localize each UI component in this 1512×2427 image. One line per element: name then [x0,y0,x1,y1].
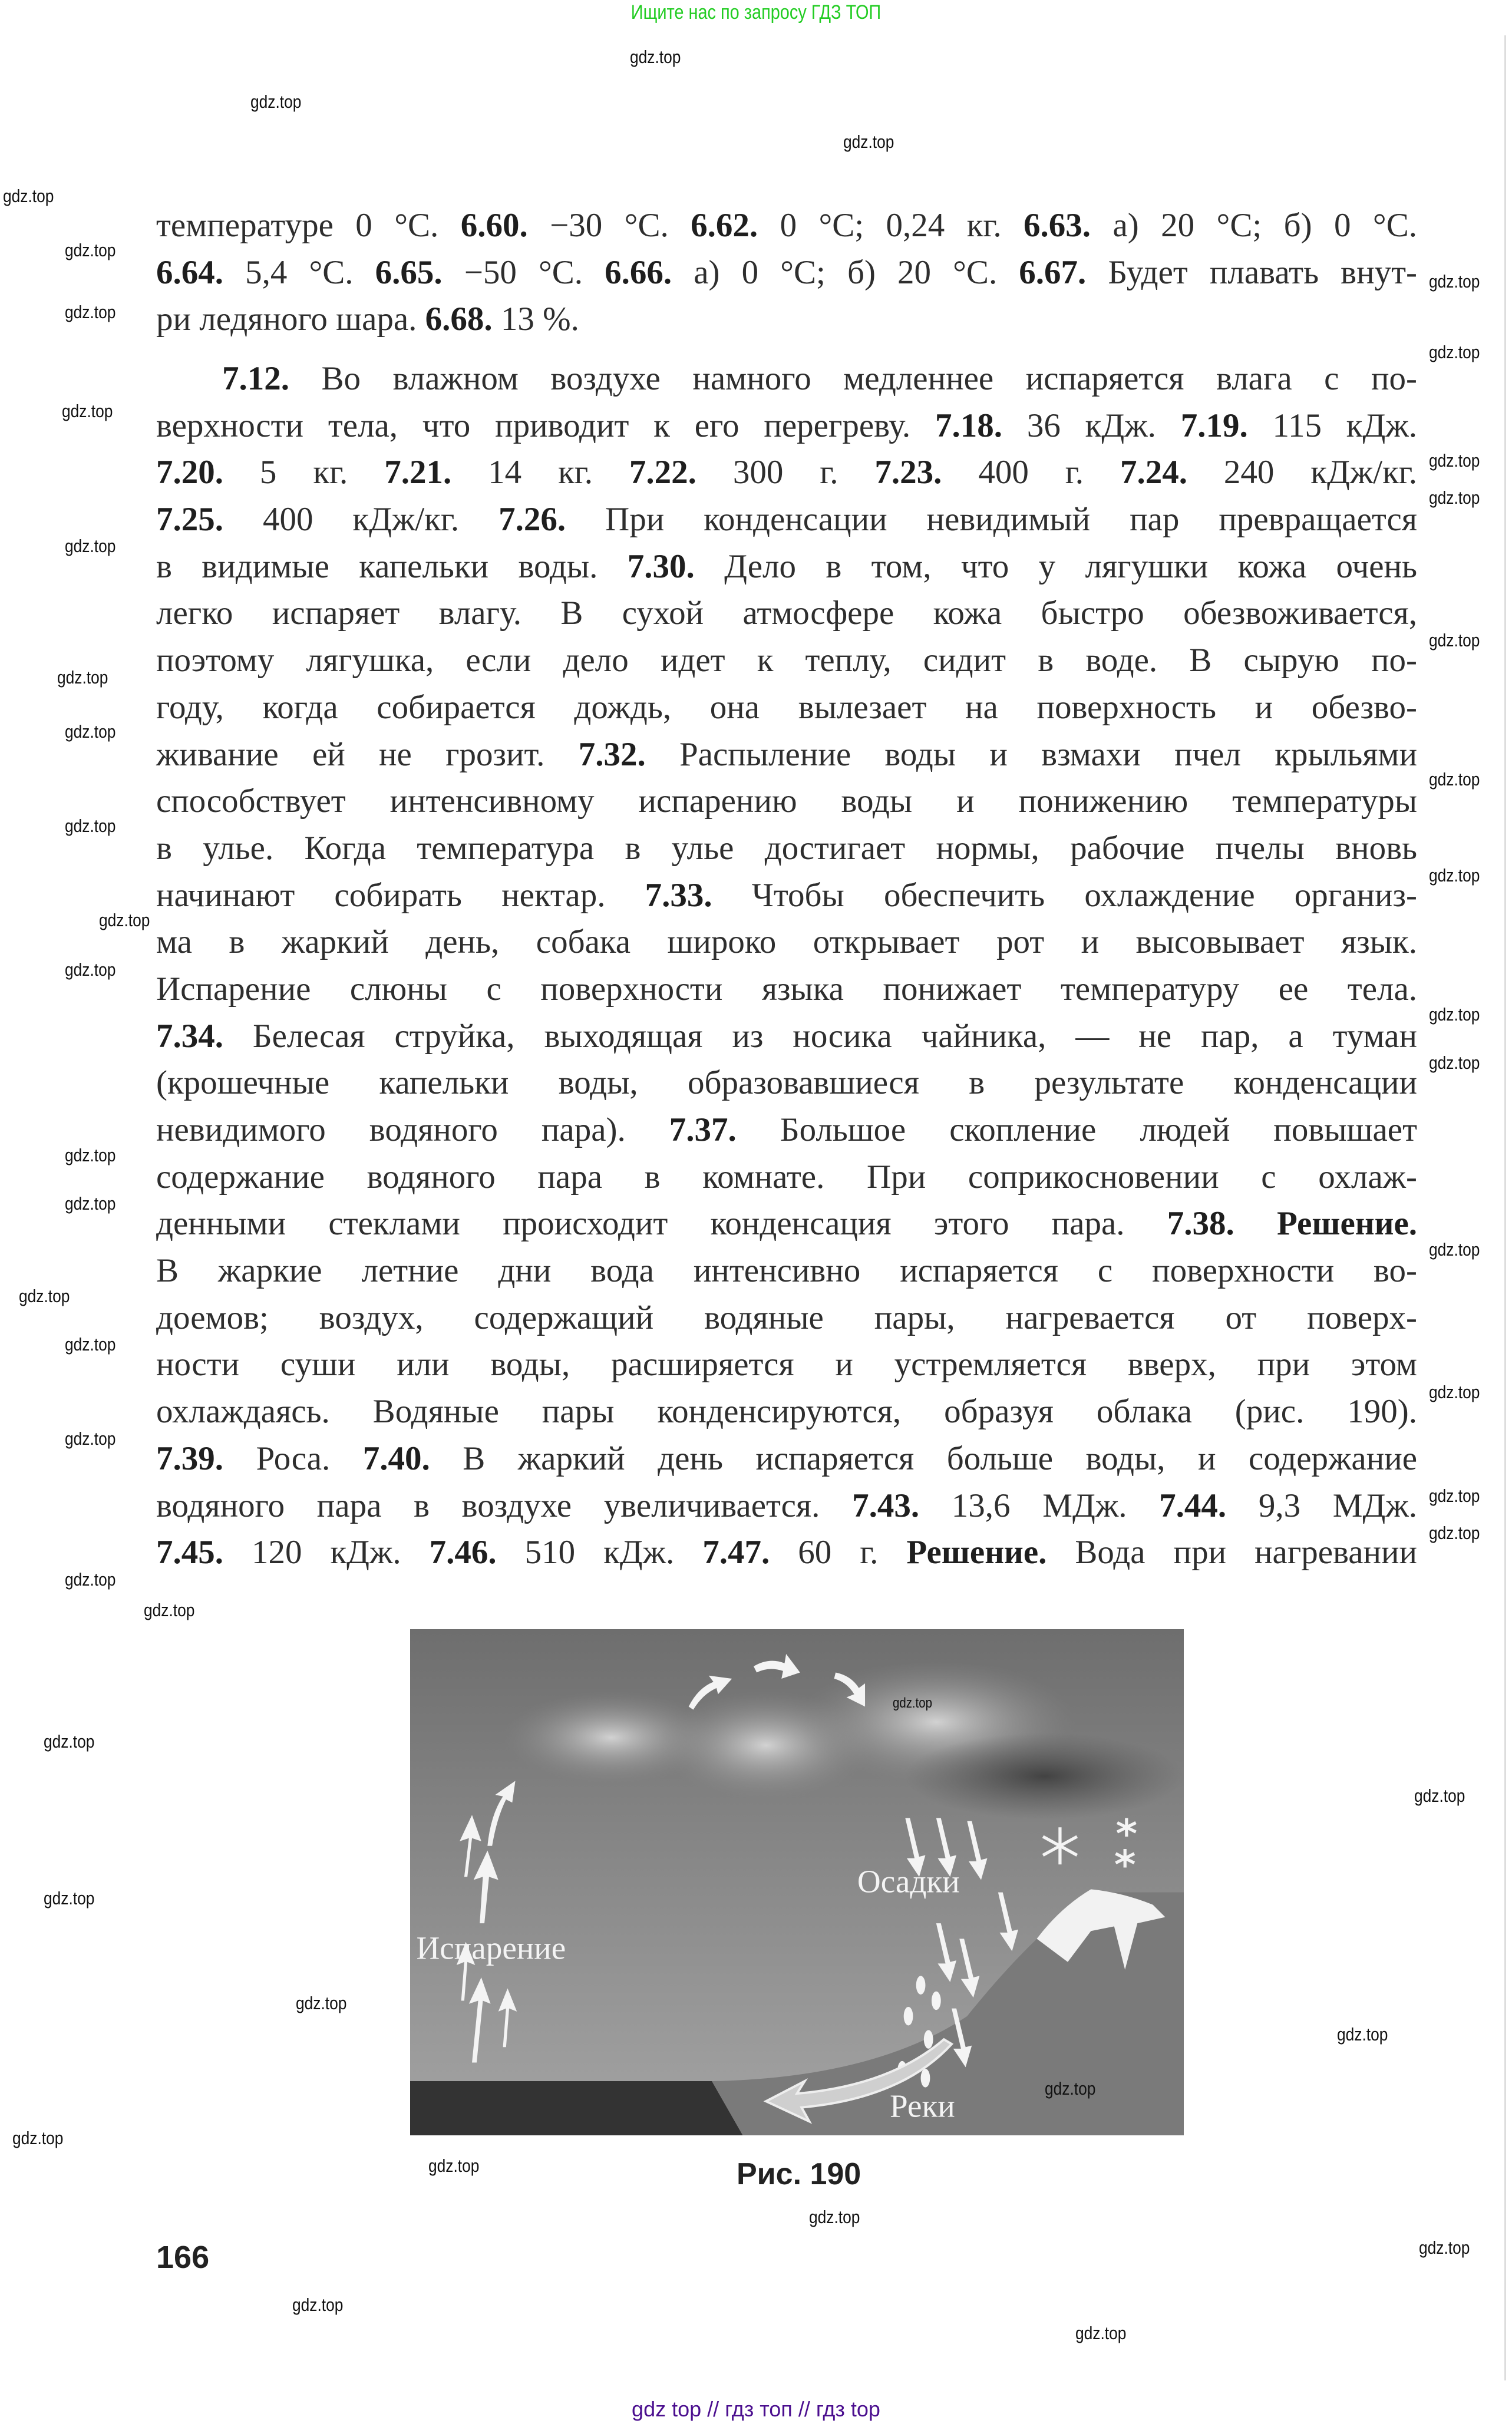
watermark: gdz.top [144,1600,195,1620]
answer-number: 7.46. [429,1534,497,1571]
text-line [156,1295,1417,1342]
watermark: gdz.top [44,1888,95,1908]
answer-text: 400 кДж/кг. [223,501,499,539]
answer-text: охлаждаясь. Водяные пары конденсируются, образуя облака (рис. 190). [156,1393,1417,1431]
answer-text: Белесая струйка, выходящая из носика чайника, — не пар, а туман [223,1017,1417,1055]
answer-number: 7.34. [156,1017,223,1055]
water-cycle-illustration [410,1629,1184,2135]
answer-number: 6.66. [605,253,672,291]
watermark: gdz.top [65,302,116,322]
text-line [156,1529,1417,1576]
answer-text: ности суши или воды, расширяется и устремляется вверх, при этом [156,1346,1417,1383]
answer-number: 7.25. [156,501,223,539]
text-line [156,684,1417,731]
text-line [156,496,1417,543]
answer-text: 14 кг. [451,454,629,491]
text-line [156,543,1417,590]
text-line [156,778,1417,825]
answer-number: 7.26. [499,501,566,539]
watermark: gdz.top [44,1731,95,1752]
footer-link[interactable]: gdz top [632,2397,702,2421]
answer-text: в улье. Когда температура в улье достигает нормы, рабочие пчелы вновь [156,829,1417,867]
answer-number: 7.45. [156,1534,223,1571]
answer-text: Распыление воды и взмахи пчел крыльями [645,735,1417,773]
text-line [156,1200,1417,1247]
watermark: gdz.top [1419,2237,1470,2258]
watermark: gdz.top [1429,1382,1480,1402]
watermark: gdz.top [809,2207,860,2227]
answer-text: Во влажном воздухе намного медленнее испаряется влага с по- [289,360,1417,397]
answer-text: Будет плавать внут- [1086,253,1417,291]
answer-number: 7.12. [222,360,289,397]
answer-number: 7.24. [1120,454,1187,491]
watermark: gdz.top [843,131,894,152]
answer-text: содержание водяного пара в комнате. При соприкосновении с охлаж- [156,1158,1417,1196]
text-line [156,1247,1417,1295]
text-line [156,1341,1417,1388]
text-line [156,966,1417,1013]
answer-text: водяного пара в воздухе увеличивается. [156,1487,853,1524]
answer-number: 7.19. [1180,407,1248,444]
answer-number: Решение. [906,1534,1047,1571]
answer-number: 7.33. [645,876,712,914]
answer-text: температуре 0 °С. [156,207,461,244]
text-line [156,402,1417,450]
answer-text: 5 кг. [223,454,385,491]
answer-text: (крошечные капельки воды, образовавшиеся в результате конденсации [156,1064,1417,1102]
rivers-label: Реки [890,2088,955,2124]
answer-text: доемов; воздух, содержащий водяные пары, нагревается от поверх- [156,1299,1417,1336]
watermark: gdz.top [65,1334,116,1355]
answer-number: 7.21. [384,454,452,491]
answer-text: −50 °С. [442,253,605,291]
text-line [156,637,1417,684]
watermark: gdz.top [65,815,116,836]
text-line [156,872,1417,919]
text-line [156,249,1417,296]
answer-text: 36 кДж. [1002,407,1181,444]
answer-text: 120 кДж. [223,1534,430,1571]
text-line [156,731,1417,778]
answer-text: а) 0 °С; б) 20 °С. [672,253,1019,291]
watermark: gdz.top [62,401,113,421]
text-line [156,296,1417,343]
answer-text: денными стеклами происходит конденсация этого пара. [156,1205,1167,1243]
page-number: 166 [156,2240,210,2275]
answer-number: 7.38. Решение. [1167,1205,1417,1243]
text-line [156,202,1417,249]
answers-paragraph-7 [156,355,1417,1576]
evaporation-label: Испарение [416,1930,566,1966]
answer-text: Большое скопление людей повышает [736,1111,1417,1148]
text-line [156,355,1417,402]
answer-text: Вода при нагревании [1046,1534,1417,1571]
watermark: gdz.top [1075,2323,1127,2343]
water-cycle-figure [410,1629,1184,2135]
text-line [156,919,1417,966]
precipitation-label: Осадки [857,1863,960,1900]
answer-number: 6.62. [691,207,758,244]
text-line [156,1482,1417,1530]
answer-text: 240 кДж/кг. [1187,454,1417,491]
text-line [156,825,1417,872]
answer-text: 115 кДж. [1247,407,1417,444]
answer-number: 7.37. [669,1111,737,1148]
answers-paragraph-6 [156,202,1417,343]
watermark: gdz.top [65,1145,116,1165]
answer-number: 7.30. [627,547,695,585]
footer-link[interactable]: гдз top [816,2397,880,2421]
watermark: gdz.top [1045,2078,1096,2099]
answer-text: ма в жаркий день, собака широко открывает рот и высовывает язык. [156,923,1417,961]
answer-number: 6.64. [156,253,223,291]
text-line [156,1388,1417,1435]
rain-cloud [905,1733,1184,1820]
text-line [156,1059,1417,1107]
watermark: gdz.top [1429,1052,1480,1073]
answer-number: 7.40. [362,1439,430,1477]
answer-number: 6.65. [375,253,443,291]
text-line [156,1435,1417,1482]
watermark: gdz.top [1429,342,1480,362]
watermark: gdz.top [893,1695,932,1711]
watermark: gdz.top [1429,1004,1480,1025]
answer-text: способствует интенсивному испарению воды и понижению температуры [156,782,1417,820]
answer-text: легко испаряет влагу. В сухой атмосфере кожа быстро обезвоживается, [156,595,1417,632]
answer-text: Испарение слюны с поверхности языка понижает температуру ее тела. [156,970,1417,1008]
answer-number: 6.63. [1024,207,1091,244]
answer-text: а) 20 °С; б) 0 °С. [1091,207,1417,244]
answer-text: 13,6 МДж. [919,1487,1160,1524]
answer-text: 60 г. [770,1534,907,1571]
watermark: gdz.top [1429,1523,1480,1543]
answer-text: 13 %. [492,301,579,338]
watermark: gdz.top [65,721,116,742]
answer-text: При конденсации невидимый пар превращается [566,501,1418,539]
answer-text: 5,4 °С. [223,253,375,291]
watermark: gdz.top [292,2294,344,2315]
watermark: gdz.top [1429,1485,1480,1506]
watermark: gdz.top [1429,769,1480,790]
answer-number: 7.22. [629,454,696,491]
answer-text: в видимые капельки воды. [156,547,628,585]
answer-number: 7.18. [935,407,1002,444]
answer-text: невидимого водяного пара). [156,1111,669,1148]
footer-separator: // [707,2397,719,2421]
watermark: gdz.top [57,667,108,688]
answer-text: 9,3 МДж. [1226,1487,1417,1524]
answer-text: верхности тела, что приводит к его перегреву. [156,407,935,444]
watermark: gdz.top [65,959,116,980]
watermark: gdz.top [428,2155,480,2176]
search-banner[interactable]: Ищите нас по запросу ГДЗ ТОП [630,1,882,24]
watermark: gdz.top [3,186,54,206]
text-line [156,1013,1417,1060]
watermark: gdz.top [1429,450,1480,471]
footer-links [0,2397,1512,2422]
watermark: gdz.top [1429,487,1480,508]
watermark: gdz.top [1414,1785,1465,1806]
answer-number: 6.67. [1019,253,1087,291]
watermark: gdz.top [65,536,116,556]
watermark: gdz.top [1429,630,1480,650]
answer-text: начинают собирать нектар. [156,876,645,914]
watermark: gdz.top [1429,271,1480,292]
watermark: gdz.top [12,2128,64,2148]
watermark: gdz.top [65,240,116,260]
watermark: gdz.top [99,910,150,930]
answer-text: 400 г. [942,454,1120,491]
text-line [156,1154,1417,1201]
answer-number: 6.60. [460,207,528,244]
answer-text: 510 кДж. [496,1534,703,1571]
watermark: gdz.top [250,91,302,112]
footer-separator: // [798,2397,810,2421]
answer-number: 6.68. [425,301,493,338]
answer-number: 7.43. [852,1487,920,1524]
answer-text: Роса. [223,1439,363,1477]
answer-number: 7.47. [702,1534,770,1571]
watermark: gdz.top [296,1993,347,2013]
watermark: gdz.top [65,1569,116,1590]
answer-text: Дело в том, что у лягушки кожа очень [694,547,1418,585]
answer-text: −30 °С. [527,207,691,244]
answer-text: году, когда собирается дождь, она вылезает на поверхность и обезво- [156,688,1417,726]
watermark: gdz.top [65,1193,116,1214]
text-line [156,590,1417,637]
sea [410,2081,743,2135]
answer-text: В жаркие летние дни вода интенсивно испаряется с поверхности во- [156,1252,1417,1290]
watermark: gdz.top [1429,1239,1480,1260]
answer-text: ри ледяного шара. [156,301,425,338]
answer-text: поэтому лягушка, если дело идет к теплу, сидит в воде. В сырую по- [156,642,1417,679]
answer-number: 7.23. [874,454,942,491]
answer-number: 7.20. [156,454,223,491]
watermark: gdz.top [1337,2024,1388,2045]
answer-number: 7.32. [578,735,646,773]
watermark: gdz.top [19,1286,70,1306]
text-line [156,1107,1417,1154]
answer-text: Чтобы обеспечить охлаждение организ- [712,876,1417,914]
watermark: gdz.top [65,1428,116,1449]
answer-text: живание ей не грозит. [156,735,579,773]
watermark: gdz.top [1429,865,1480,886]
watermark: gdz.top [630,47,681,67]
answer-number: 7.39. [156,1439,223,1477]
answer-text: В жаркий день испаряется больше воды, и содержание [430,1439,1417,1477]
footer-link[interactable]: гдз топ [725,2397,793,2421]
answer-text: 0 °С; 0,24 кг. [758,207,1024,244]
page-edge [1504,35,1506,2380]
figure-caption: Рис. 190 [737,2157,861,2191]
text-line [156,449,1417,496]
answer-number: 7.44. [1159,1487,1227,1524]
answer-text: 300 г. [696,454,875,491]
